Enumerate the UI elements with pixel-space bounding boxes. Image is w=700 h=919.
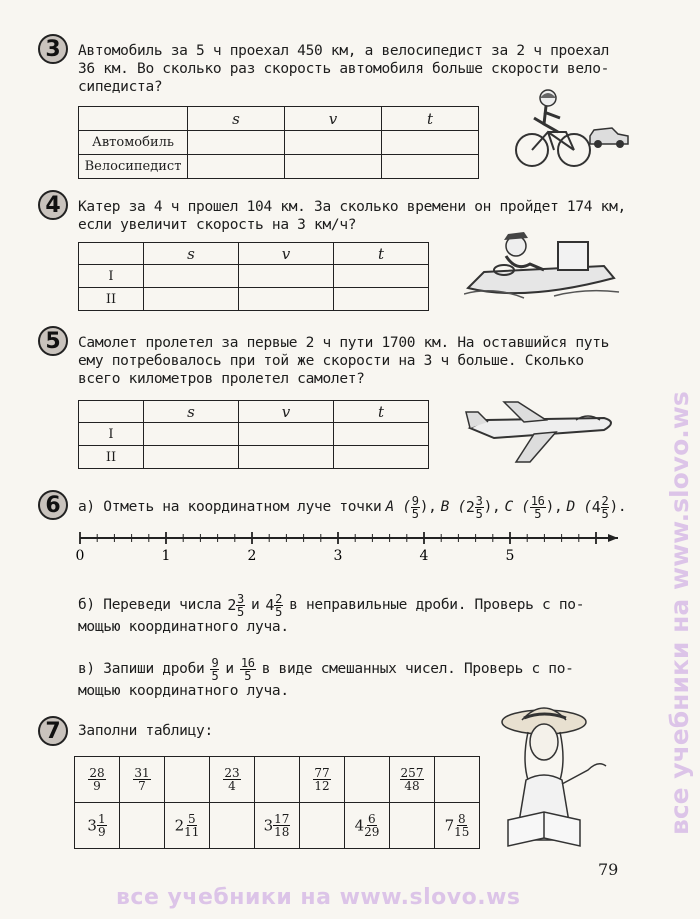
task-7-text: Заполни таблицу:	[78, 723, 213, 739]
task-4-line: Катер за 4 ч прошел 104 км. За сколько времени он пройдет 174 км,	[78, 199, 626, 215]
task-6b-text	[78, 592, 638, 636]
task-5-line: ему потребовалось при той же скорости на 3 ч больше. Сколько	[78, 353, 584, 369]
numerator: 3	[475, 493, 483, 508]
denominator: 5	[601, 506, 609, 521]
numerator: 17	[274, 812, 290, 826]
fraction-part	[454, 813, 469, 838]
fraction-part	[400, 767, 425, 792]
numerator: 5	[187, 812, 196, 826]
empty-cell[interactable]	[435, 757, 480, 803]
fraction	[240, 657, 256, 682]
task-number-badge-7: 7	[38, 716, 68, 746]
point-label	[385, 493, 437, 521]
ray-arrowhead	[608, 534, 618, 542]
table-cell[interactable]	[334, 423, 429, 446]
fraction-cell	[120, 757, 165, 803]
whole-part: 2	[227, 596, 237, 614]
denominator: 5	[411, 506, 419, 521]
point-value	[411, 493, 420, 521]
fraction-part	[88, 767, 105, 792]
point-value	[530, 493, 546, 521]
mixed-number-value	[227, 591, 245, 619]
numerator: 2	[601, 493, 609, 508]
table-cell[interactable]	[239, 265, 334, 288]
denominator: 5	[534, 506, 542, 521]
table-header-s: s	[144, 243, 239, 265]
fraction-cell	[300, 757, 345, 803]
point-name: A (	[385, 499, 411, 515]
point-name: D (	[566, 499, 592, 515]
denominator: 5	[237, 604, 244, 619]
whole-part: 3	[263, 816, 274, 835]
mixed-number	[265, 593, 283, 618]
fraction-cell	[390, 757, 435, 803]
numerator: 257	[400, 766, 424, 780]
numerator: 9	[211, 655, 219, 670]
denominator: 9	[93, 779, 101, 793]
denominator: 7	[138, 779, 146, 793]
table-header-s: s	[188, 107, 285, 131]
fraction-part	[223, 767, 240, 792]
task-6b-prefix: б) Переведи числа	[78, 597, 222, 613]
table-row-label: Автомобиль	[79, 131, 188, 155]
numerator: 8	[457, 812, 466, 826]
table-row-label: Велосипедист	[79, 155, 188, 179]
cell-value	[444, 812, 470, 839]
whole-part: 4	[591, 498, 601, 516]
ray-tick-label: 2	[247, 548, 257, 562]
table-header-t: t	[382, 107, 479, 131]
task-number-badge-5: 5	[38, 326, 68, 356]
task-4-table	[78, 242, 429, 311]
task-6c-line2: мощью координатного луча.	[78, 683, 289, 699]
task-6a-prefix: а) Отметь на координатном луче точки	[78, 499, 382, 515]
table-row-label: I	[79, 265, 144, 288]
numerator: 9	[411, 493, 419, 508]
table-row	[75, 803, 480, 849]
table-cell[interactable]	[285, 155, 382, 179]
fraction-value	[240, 655, 256, 683]
fraction-cell	[255, 803, 300, 849]
denominator: 29	[364, 825, 380, 839]
fraction	[210, 657, 219, 682]
table-cell[interactable]	[144, 446, 239, 469]
cell-value	[400, 766, 425, 793]
cyclist-and-car-illustration	[508, 88, 638, 173]
fraction-cell	[210, 757, 255, 803]
table-header-v: v	[239, 401, 334, 423]
task-number-badge-4: 4	[38, 190, 68, 220]
empty-cell[interactable]	[255, 757, 300, 803]
task-6b-middle: и	[250, 597, 260, 613]
table-row-label: II	[79, 288, 144, 311]
table-cell[interactable]	[188, 131, 285, 155]
ray-tick-label: 5	[505, 548, 515, 562]
denominator: 5	[275, 604, 283, 619]
table-cell[interactable]	[188, 155, 285, 179]
fraction-part	[411, 495, 420, 520]
denominator: 48	[404, 779, 420, 793]
fraction-part	[97, 813, 107, 838]
task-3-line: Автомобиль за 5 ч проехал 450 км, а велосипедист за 2 ч проехал	[78, 43, 610, 59]
fraction-part	[313, 767, 330, 792]
table-cell[interactable]	[334, 265, 429, 288]
denominator: 5	[211, 668, 219, 683]
cell-value	[87, 812, 106, 839]
whole-part: 3	[87, 816, 97, 835]
ray-tick-label: 3	[333, 548, 343, 562]
denominator: 4	[228, 779, 236, 793]
denominator: 18	[274, 825, 290, 839]
coordinate-ray	[70, 528, 630, 562]
task-3-table	[78, 106, 479, 179]
ray-tick-label: 0	[75, 548, 85, 562]
cell-value	[354, 812, 380, 839]
task-5-table	[78, 400, 429, 469]
point-label	[566, 493, 627, 521]
ray-tick-label: 4	[419, 548, 429, 562]
fractions-table	[74, 756, 480, 849]
denominator: 11	[184, 825, 200, 839]
fraction-value	[210, 655, 219, 683]
numerator: 6	[367, 812, 376, 826]
whole-part: 7	[444, 816, 455, 835]
task-5-text	[78, 334, 638, 388]
table-cell[interactable]	[382, 131, 479, 155]
table-cell[interactable]	[239, 446, 334, 469]
table-row	[75, 757, 480, 803]
point-value	[465, 493, 484, 521]
numerator: 1	[97, 812, 106, 826]
cell-value	[263, 812, 291, 839]
table-corner-cell	[79, 401, 144, 423]
task-6c-text	[78, 656, 638, 700]
numerator: 16	[530, 493, 545, 508]
empty-cell[interactable]	[165, 757, 210, 803]
airplane-illustration	[464, 398, 624, 468]
table-cell[interactable]	[144, 265, 239, 288]
point-label	[504, 493, 563, 521]
table-row-label: I	[79, 423, 144, 446]
numerator: 77	[314, 766, 330, 780]
fraction-part	[240, 657, 256, 682]
man-in-motorboat-illustration	[464, 226, 624, 308]
side-watermark-text: все учебники на www.slovo.ws	[665, 391, 694, 835]
girl-with-book-illustration	[498, 700, 616, 856]
fraction-part	[236, 593, 245, 618]
fraction-cell	[75, 757, 120, 803]
table-cell[interactable]	[334, 446, 429, 469]
task-3-line: 36 км. Во сколько раз скорость автомобиля больше скорости вело-	[78, 61, 610, 77]
whole-part: 4	[354, 816, 365, 835]
fraction-part	[274, 593, 283, 618]
empty-cell[interactable]	[120, 803, 165, 849]
numerator: 31	[134, 766, 150, 780]
numerator: 16	[240, 655, 255, 670]
denominator: 15	[454, 825, 470, 839]
table-cell[interactable]	[239, 288, 334, 311]
denominator: 12	[314, 779, 330, 793]
empty-cell[interactable]	[390, 803, 435, 849]
fraction-part	[133, 767, 150, 792]
task-6b-line1	[78, 592, 638, 618]
fraction-part	[184, 813, 199, 838]
table-header-t: t	[334, 401, 429, 423]
cell-value	[133, 766, 150, 793]
task-number-badge-6: 6	[38, 490, 68, 520]
table-cell[interactable]	[239, 423, 334, 446]
whole-part: 2	[465, 498, 475, 516]
numerator: 28	[89, 766, 105, 780]
task-6b-line2: мощью координатного луча.	[78, 619, 289, 635]
task-4-line: если увеличит скорость на 3 км/ч?	[78, 217, 357, 233]
table-cell[interactable]	[144, 288, 239, 311]
table-header-t: t	[334, 243, 429, 265]
empty-cell[interactable]	[345, 757, 390, 803]
cell-value	[174, 812, 200, 839]
point-name: C (	[504, 499, 530, 515]
fraction-cell	[75, 803, 120, 849]
numerator: 23	[224, 766, 240, 780]
task-6a-text	[78, 490, 638, 524]
fraction-part	[273, 813, 290, 838]
whole-part: 2	[174, 816, 185, 835]
task-5-line: Самолет пролетел за первые 2 ч пути 1700 км. На оставшийся путь	[78, 335, 610, 351]
table-corner-cell	[79, 107, 188, 131]
denominator: 5	[244, 668, 252, 683]
cell-value	[88, 766, 105, 793]
ray-tick-label: 1	[161, 548, 171, 562]
fraction-part	[475, 495, 484, 520]
point-value	[591, 493, 610, 521]
task-6c-suffix: в виде смешанных чисел. Проверь с по-	[261, 661, 574, 677]
task-5-line: всего километров пролетел самолет?	[78, 371, 365, 387]
point-name: B (	[440, 499, 466, 515]
numerator: 2	[275, 591, 283, 606]
page-number: 79	[598, 860, 619, 879]
table-corner-cell	[79, 243, 144, 265]
cell-value	[313, 766, 330, 793]
point-punct: ),	[483, 499, 501, 515]
empty-cell[interactable]	[210, 803, 255, 849]
whole-part: 4	[265, 596, 275, 614]
point-label	[440, 493, 501, 521]
denominator: 9	[97, 825, 106, 839]
mixed-number-value	[265, 591, 283, 619]
numerator: 3	[237, 591, 244, 606]
denominator: 5	[475, 506, 483, 521]
task-6b-suffix: в неправильные дроби. Проверь с по-	[289, 597, 585, 613]
task-6c-line1	[78, 656, 638, 682]
fraction-cell	[165, 803, 210, 849]
table-cell[interactable]	[334, 288, 429, 311]
task-3-line: сипедиста?	[78, 79, 163, 95]
point-list	[385, 495, 630, 520]
fraction-part	[364, 813, 379, 838]
point-punct: ),	[419, 499, 437, 515]
point-punct: ),	[545, 499, 563, 515]
table-cell[interactable]	[285, 131, 382, 155]
mixed-number	[227, 593, 245, 618]
task-number-badge-3: 3	[38, 34, 68, 64]
table-row-label: II	[79, 446, 144, 469]
side-watermark	[662, 120, 698, 840]
table-header-s: s	[144, 401, 239, 423]
fraction-part	[210, 657, 219, 682]
empty-cell[interactable]	[300, 803, 345, 849]
fraction-cell	[345, 803, 390, 849]
bottom-watermark: все учебники на www.slovo.ws	[116, 885, 521, 910]
fraction-cell	[435, 803, 480, 849]
point-punct: ).	[609, 499, 627, 515]
table-header-v: v	[285, 107, 382, 131]
table-cell[interactable]	[144, 423, 239, 446]
task-6c-middle: и	[225, 661, 234, 677]
table-cell[interactable]	[382, 155, 479, 179]
fraction-part	[530, 495, 546, 520]
cell-value	[223, 766, 240, 793]
table-header-v: v	[239, 243, 334, 265]
task-6c-prefix: в) Запиши дроби	[78, 661, 205, 677]
